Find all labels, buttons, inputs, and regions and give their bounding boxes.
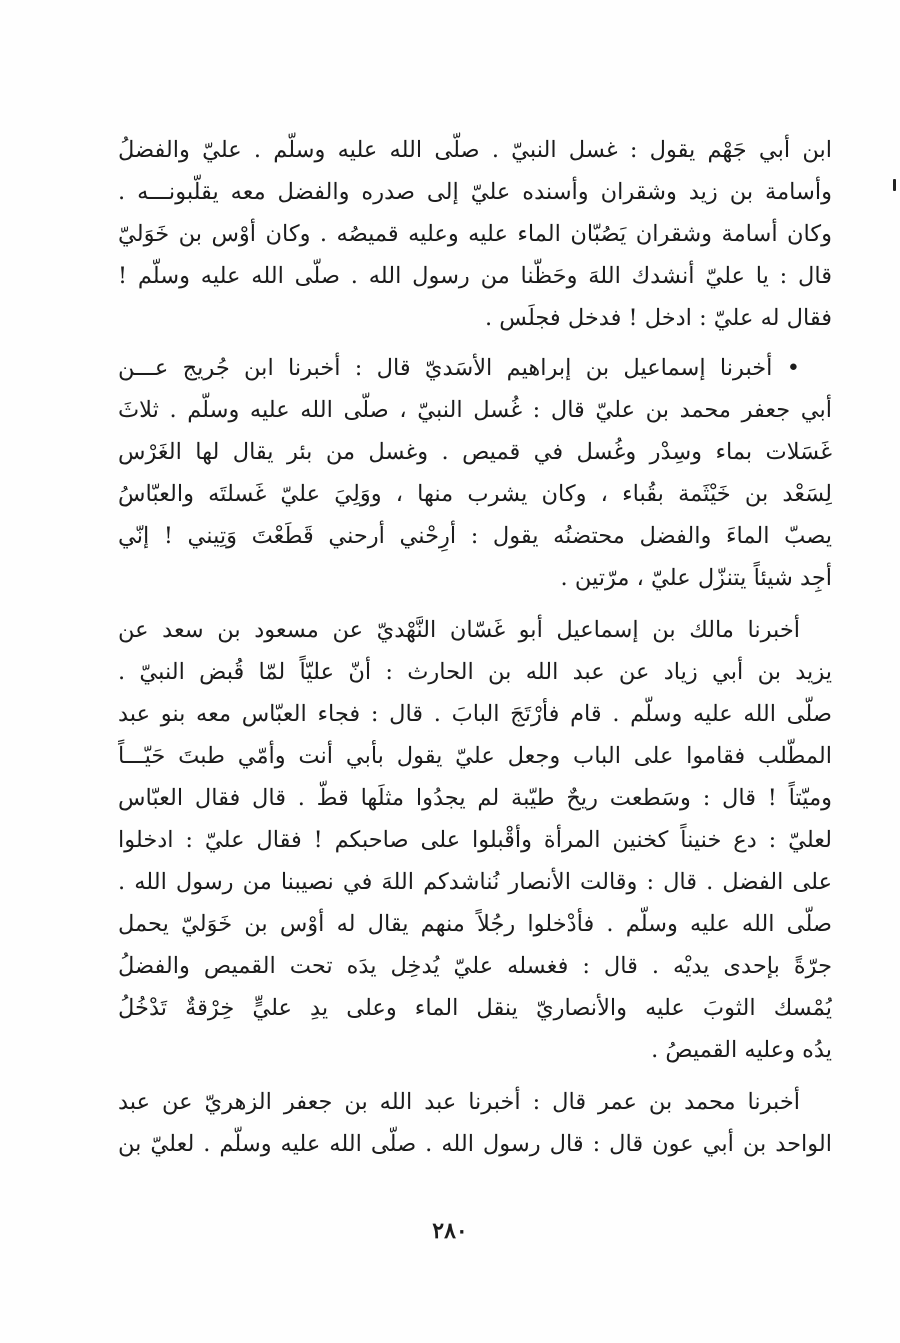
text-line: يصبّ الماءَ والفضل محتضنُه يقول : أرِحْني أرحني قَطَعْتَ وَتِيني ! إنّي <box>118 523 832 549</box>
text-line: وأسامة بن زيد وشقران وأسنده عليّ إلى صدره والفضل معه يقلّبونـــه . <box>118 179 832 205</box>
text-line: صلّى الله عليه وسلّم . قام فأرْتَجَ البابَ . قال : فجاء العبّاس معه بنو عبد <box>118 701 832 727</box>
text-line: ابن أبي جَهْم يقول : غسل النبيّ . صلّى الله عليه وسلّم . عليّ والفضلُ <box>118 137 832 163</box>
text-line: أجِد شيئاً يتنزّل عليّ ، مرّتين . <box>560 565 832 591</box>
text-line: على الفضل . قال : وقالت الأنصار نُناشدكم اللهَ في نصيبنا من رسول الله . <box>118 869 832 895</box>
text-line: المطّلب فقاموا على الباب وجعل عليّ يقول بأبي أنت وأمّي طبتَ حَيّـــاً <box>118 743 832 769</box>
margin-mark <box>893 179 896 191</box>
page-number: ٢٨٠ <box>432 1218 468 1244</box>
text-line: يُمْسك الثوبَ عليه والأنصاريّ ينقل الماء وعلى يدِ عليٍّ خِرْقةٌ تَدْخُلُ <box>118 995 832 1021</box>
text-line: قال : يا عليّ أنشدك اللهَ وحَظّنا من رسول الله . صلّى الله عليه وسلّم ! <box>118 263 832 289</box>
text-line: لعليّ : دع خنيناً كخنين المرأة وأقْبلوا على صاحبكم ! فقال عليّ : ادخلوا <box>118 827 832 853</box>
text-line: • أخبرنا إسماعيل بن إبراهيم الأسَديّ قال : أخبرنا ابن جُريج عـــن <box>118 355 800 381</box>
text-line: الواحد بن أبي عون قال : قال رسول الله . صلّى الله عليه وسلّم . لعليّ بن <box>118 1131 832 1157</box>
text-line: يزيد بن أبي زياد عن عبد الله بن الحارث : أنّ عليّاً لمّا قُبض النبيّ . <box>118 659 832 685</box>
text-line: أخبرنا محمد بن عمر قال : أخبرنا عبد الله بن جعفر الزهريّ عن عبد <box>118 1089 800 1115</box>
text-line: أبي جعفر محمد بن عليّ قال : غُسل النبيّ ، صلّى الله عليه وسلّم . ثلاثَ <box>118 397 832 423</box>
text-line: يدُه وعليه القميصُ . <box>651 1037 832 1063</box>
text-line: لِسَعْد بن خَيْثَمة بقُباء ، وكان يشرب منها ، ووَلِيَ عليّ غَسلتَه والعبّاسُ <box>118 481 832 507</box>
text-line: وكان أسامة وشقران يَصُبّان الماء عليه وعليه قميصُه . وكان أوْس بن خَوَليّ <box>118 221 832 247</box>
text-line: غَسَلات بماء وسِدْر وغُسل في قميص . وغسل من بئر يقال لها الغَرْس <box>118 439 832 465</box>
text-line: أخبرنا مالك بن إسماعيل أبو غَسّان النَّهْديّ عن مسعود بن سعد عن <box>118 617 800 643</box>
text-line: جرّةً بإحدى يديْه . قال : فغسله عليّ يُدخِل يدَه تحت القميص والفضلُ <box>118 953 832 979</box>
text-line: وميّتاً ! قال : وسَطعت ريحٌ طيّبة لم يجدُوا مثلَها قطّ . قال فقال العبّاس <box>118 785 832 811</box>
text-line: صلّى الله عليه وسلّم . فأدْخلوا رجُلاً منهم يقال له أوْس بن خَوَليّ يحمل <box>118 911 832 937</box>
text-line: فقال له عليّ : ادخل ! فدخل فجلَس . <box>484 305 832 331</box>
